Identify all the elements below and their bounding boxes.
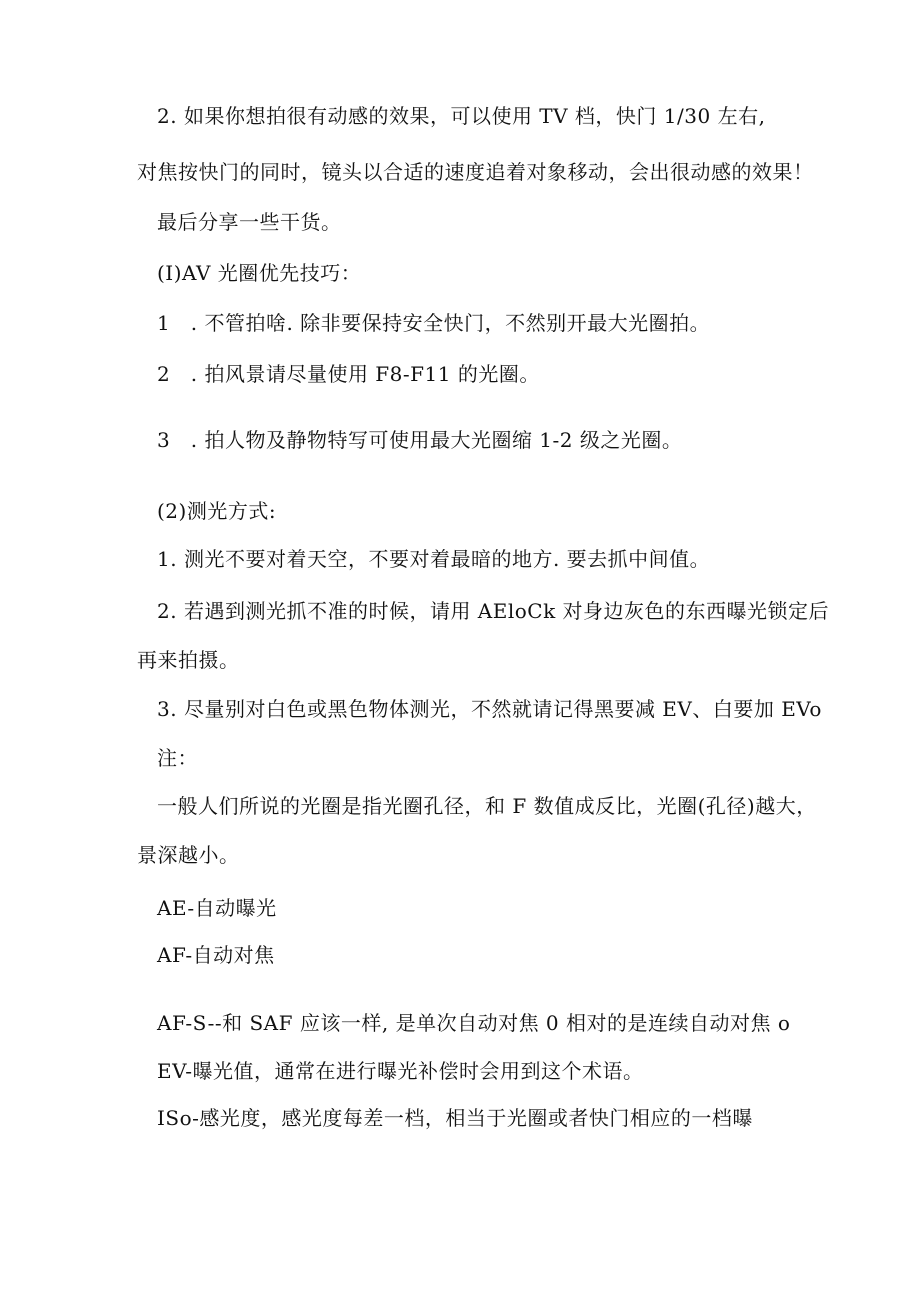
list-item-metering-1: 1. 测光不要对着天空，不要对着最暗的地方. 要去抓中间值。: [157, 547, 711, 571]
paragraph-aperture: 一般人们所说的光圈是指光圈孔径，和 F 数值成反比，光圈(孔径)越大，: [157, 794, 817, 818]
note-label: 注：: [157, 746, 198, 770]
term-af-s: AF-S--和 SAF 应该一样, 是单次自动对焦 0 相对的是连续自动对焦 o: [157, 1011, 791, 1035]
paragraph-tv-mode: 2. 如果你想拍很有动感的效果，可以使用 TV 档，快门 1/30 左右,: [157, 104, 766, 128]
paragraph-aperture-continued: 景深越小。: [137, 843, 240, 867]
list-item-metering-2: 2. 若遇到测光抓不准的时候，请用 AEloCk 对身边灰色的东西曝光锁定后: [157, 599, 830, 623]
term-af: AF-自动对焦: [157, 943, 275, 967]
heading-av-priority: (I)AV 光圈优先技巧：: [157, 261, 362, 285]
term-ae: AE-自动曝光: [157, 896, 277, 920]
heading-metering: (2)测光方式:: [157, 499, 277, 523]
list-item-metering-2-continued: 再来拍摄。: [137, 648, 240, 672]
term-ev: EV-曝光值，通常在进行曝光补偿时会用到这个术语。: [157, 1059, 644, 1083]
paragraph-share-tips: 最后分享一些干货。: [157, 210, 342, 234]
list-item-av-1: 1 . 不管拍啥. 除非要保持安全快门，不然别开最大光圈拍。: [157, 311, 711, 335]
list-item-av-3: 3 . 拍人物及静物特写可使用最大光圈缩 1-2 级之光圈。: [157, 428, 683, 452]
list-item-metering-3: 3. 尽量别对白色或黑色物体测光，不然就请记得黑要减 EV、白要加 EVo: [157, 697, 822, 721]
term-iso: ISo-感光度，感光度每差一档，相当于光圈或者快门相应的一档曝: [157, 1106, 753, 1130]
list-item-av-2: 2 . 拍风景请尽量使用 F8-F11 的光圈。: [157, 362, 540, 386]
paragraph-tv-mode-continued: 对焦按快门的同时，镜头以合适的速度追着对象移动，会出很动感的效果！: [137, 160, 814, 184]
